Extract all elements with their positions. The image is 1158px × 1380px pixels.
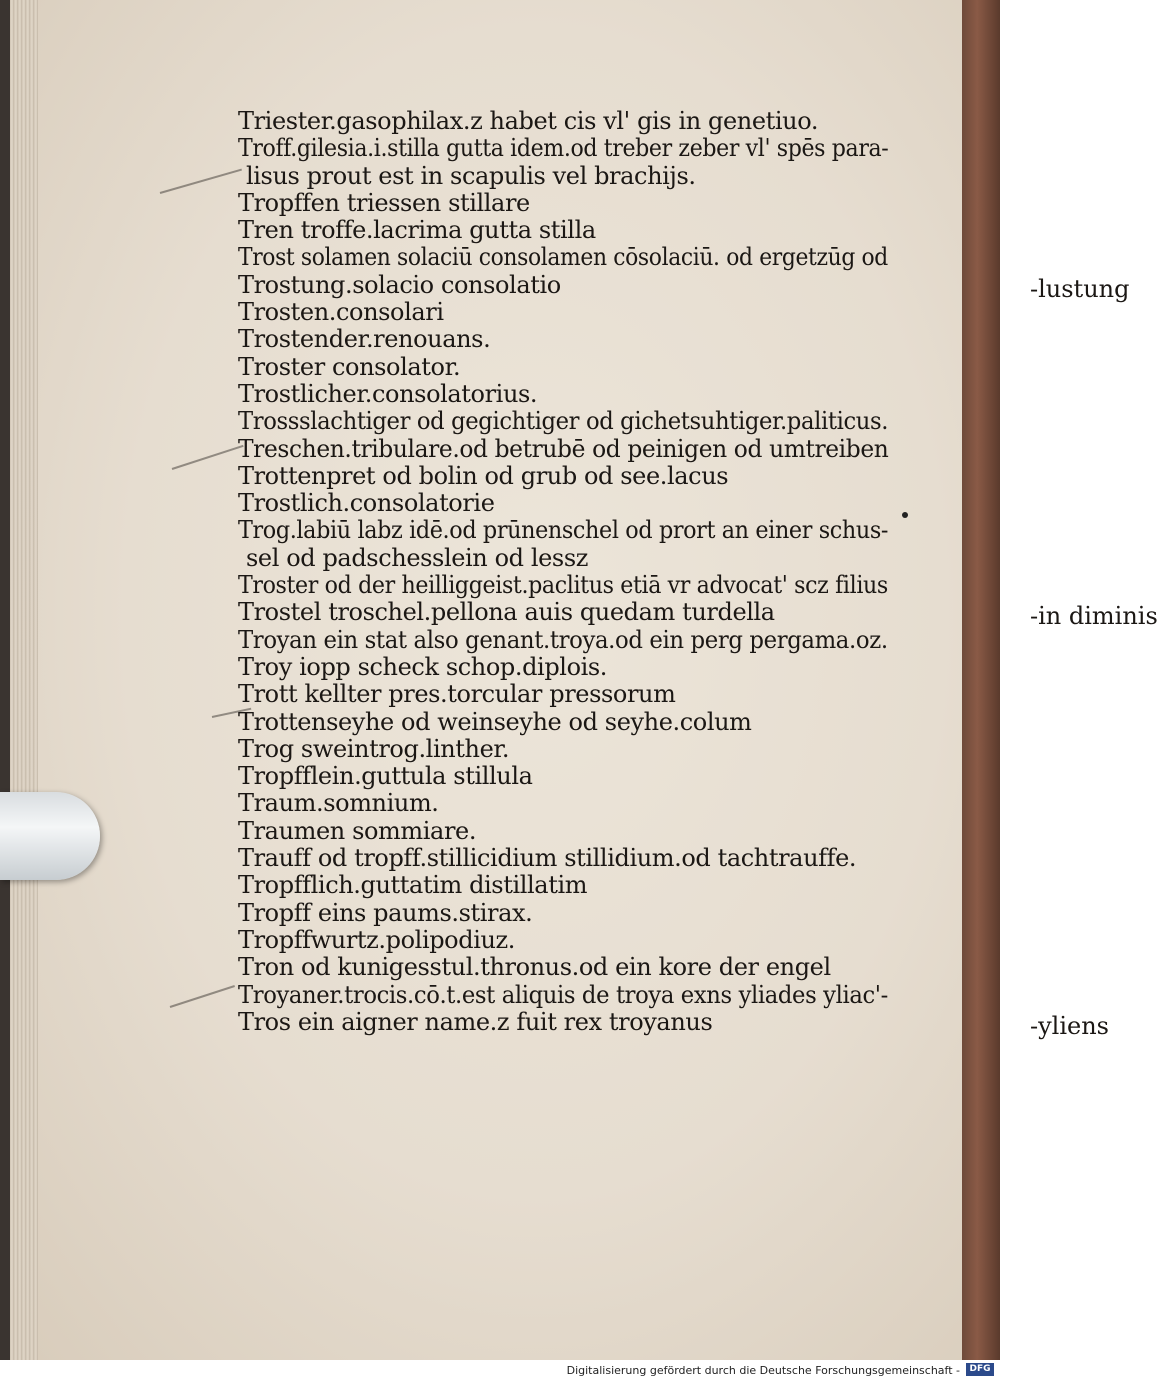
entry-continuation: -lustung	[1030, 274, 1130, 303]
entry-line: Tropffwurtz.polipodiuz.	[238, 925, 515, 954]
entry-line: Trost solamen solaciū consolamen cōsolaciū. od ergetzūg od	[238, 243, 888, 272]
entry-line: Tropfflein.guttula stillula	[238, 762, 533, 791]
ink-dot	[902, 512, 908, 518]
entry-line: Trottenseyhe od weinseyhe od seyhe.colum	[238, 707, 752, 736]
entry-line: Trostender.renouans.	[238, 325, 491, 354]
entry-line: Trog.labiū labz idē.od prūnenschel od prort an einer schus-	[238, 516, 889, 545]
entry-line: Tropfflich.guttatim distillatim	[238, 871, 588, 900]
entry-line: Trostung.solacio consolatio	[238, 270, 561, 299]
entry-line: Tren troffe.lacrima gutta stilla	[238, 216, 596, 245]
digitization-credit: Digitalisierung gefördert durch die Deutsche Forschungsgemeinschaft -	[566, 1364, 960, 1377]
entry-line: Trostel troschel.pellona auis quedam turdella	[238, 598, 775, 627]
entry-line: Troyaner.trocis.cō.t.est aliquis de troya exns yliades yliac'-	[238, 980, 888, 1009]
entry-line: sel od padschesslein od lessz	[246, 543, 588, 572]
entry-line: Trottenpret od bolin od grub od see.lacus	[238, 461, 729, 490]
entry-continuation: -in diminis	[1030, 602, 1158, 631]
entry-line: Trosten.consolari	[238, 298, 444, 327]
entry-line: Troster consolator.	[238, 352, 461, 381]
dfg-logo: DFG	[966, 1363, 994, 1376]
entry-line: Tron od kunigesstul.thronus.od ein kore der engel	[238, 953, 831, 982]
footer	[0, 1360, 1000, 1380]
entry-line: Trostlicher.consolatorius.	[238, 379, 538, 408]
entry-line: Troff.gilesia.i.stilla gutta idem.od treber zeber vl' spēs para-	[238, 134, 889, 163]
entry-line: Triester.gasophilax.z habet cis vl' gis in genetiuo.	[238, 107, 819, 135]
entry-line: Treschen.tribulare.od betrubē od peinigen od umtreiben	[238, 434, 889, 463]
entry-line: Trog sweintrog.linther.	[238, 734, 510, 763]
book-cover-edge	[962, 0, 1000, 1360]
page-clip	[0, 792, 100, 880]
entry-line: Trauff od tropff.stillicidium stillidium.od tachtrauffe.	[238, 844, 857, 873]
entry-line: Traum.somnium.	[238, 789, 439, 818]
entry-line: Troyan ein stat also genant.troya.od ein perg pergama.oz.	[238, 625, 888, 654]
entry-continuation: -yliens	[1030, 1011, 1109, 1040]
dictionary-entries	[238, 107, 1158, 1040]
entry-line: Troy iopp scheck schop.diplois.	[238, 652, 608, 681]
entry-line: Traumen sommiare.	[238, 816, 477, 845]
entry-line: Tropffen triessen stillare	[238, 188, 530, 217]
entry-line: Trostlich.consolatorie	[238, 489, 495, 518]
entry-line: Tros ein aigner name.z fuit rex troyanus	[238, 1007, 713, 1036]
entry-line: Trott kellter pres.torcular pressorum	[238, 680, 676, 709]
entry-line: Trossslachtiger od gegichtiger od gichetsuhtiger.paliticus.	[238, 407, 889, 436]
page-edges	[10, 0, 38, 1360]
entry-line: Troster od der heilliggeist.paclitus etiā vr advocat' scz filius	[238, 571, 888, 600]
entry-line: Tropff eins paums.stirax.	[238, 898, 533, 927]
entry-line: lisus prout est in scapulis vel brachijs.	[246, 161, 696, 190]
